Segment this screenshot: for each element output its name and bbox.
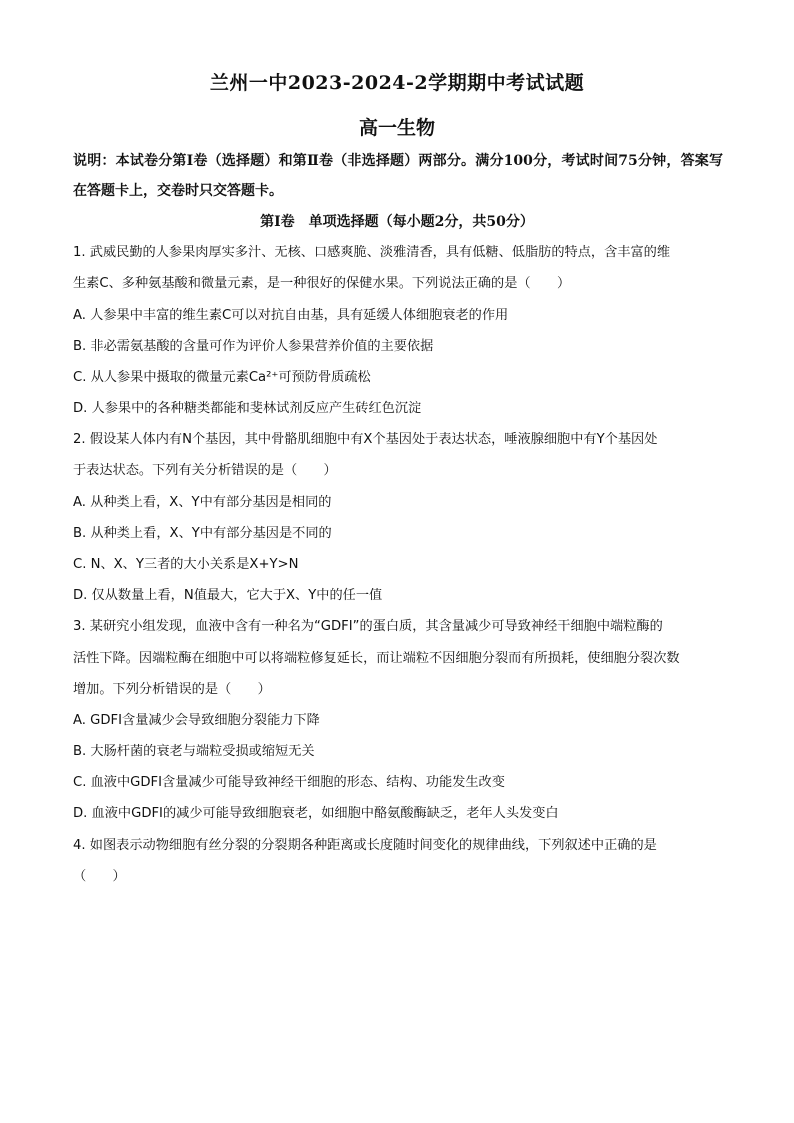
question-4-stem-line-1: 4. 如图表示动物细胞有丝分裂的分裂期各种距离或长度随时间变化的规律曲线，下列叙述中正确的是 — [73, 838, 657, 853]
question-1-stem-line-2: 生素C、多种氨基酸和微量元素，是一种很好的保健水果。下列说法正确的是（ ） — [73, 276, 571, 291]
question-3-stem-line-3: 增加。下列分析错误的是（ ） — [73, 682, 271, 697]
question-3-option-b: B. 大肠杆菌的衰老与端粒受损或缩短无关 — [73, 744, 315, 759]
question-2-option-a: A. 从种类上看，X、Y中有部分基因是相同的 — [73, 495, 332, 510]
question-3-stem-line-2: 活性下降。因端粒酶在细胞中可以将端粒修复延长，而让端粒不因细胞分裂而有所损耗，使细胞分裂次数 — [73, 651, 680, 666]
question-1-option-d: D. 人参果中的各种糖类都能和斐林试剂反应产生砖红色沉淀 — [73, 401, 422, 416]
question-1-option-c: C. 从人参果中摄取的微量元素Ca²⁺可预防骨质疏松 — [73, 370, 371, 385]
exam-instructions: 说明：本试卷分第Ⅰ卷（选择题）和第Ⅱ卷（非选择题）两部分。满分100分，考试时间75分钟，答案写在答题卡上，交卷时只交答题卡。 — [73, 153, 723, 199]
question-1-option-b: B. 非必需氨基酸的含量可作为评价人参果营养价值的主要依据 — [73, 339, 434, 354]
exam-subject: 高一生物 — [358, 117, 435, 139]
question-4-stem-line-2: （ ） — [73, 869, 126, 884]
question-2-option-d: D. 仅从数量上看，N值最大，它大于X、Y中的任一值 — [73, 588, 383, 603]
question-2-stem-line-2: 于表达状态。下列有关分析错误的是（ ） — [73, 463, 337, 478]
question-3-option-c: C. 血液中GDFI含量减少可能导致神经干细胞的形态、结构、功能发生改变 — [73, 775, 505, 790]
question-1-stem-line-1: 1. 武威民勤的人参果肉厚实多汁、无核、口感爽脆、淡雅清香，具有低糖、低脂肪的特点，含丰富的维 — [73, 245, 671, 260]
question-2-option-c: C. N、X、Y三者的大小关系是X+Y>N — [73, 557, 299, 572]
question-2-option-b: B. 从种类上看，X、Y中有部分基因是不同的 — [73, 526, 332, 541]
section-heading: 第Ⅰ卷 单项选择题（每小题2分，共50分） — [260, 214, 534, 230]
question-3-stem-line-1: 3. 某研究小组发现，血液中含有一种名为“GDFI”的蛋白质，其含量减少可导致神经干细胞中端粒酶的 — [73, 619, 663, 634]
question-3-option-a: A. GDFI含量减少会导致细胞分裂能力下降 — [73, 713, 320, 728]
question-1-option-a: A. 人参果中丰富的维生素C可以对抗自由基，具有延缓人体细胞衰老的作用 — [73, 308, 509, 323]
exam-title: 兰州一中2023-2024-2学期期中考试试题 — [209, 72, 585, 94]
question-2-stem-line-1: 2. 假设某人体内有N个基因，其中骨骼肌细胞中有X个基因处于表达状态，唾液腺细胞中有Y个基因处 — [73, 432, 658, 447]
question-3-option-d: D. 血液中GDFI的减少可能导致细胞衰老，如细胞中酪氨酸酶缺乏，老年人头发变白 — [73, 806, 559, 821]
